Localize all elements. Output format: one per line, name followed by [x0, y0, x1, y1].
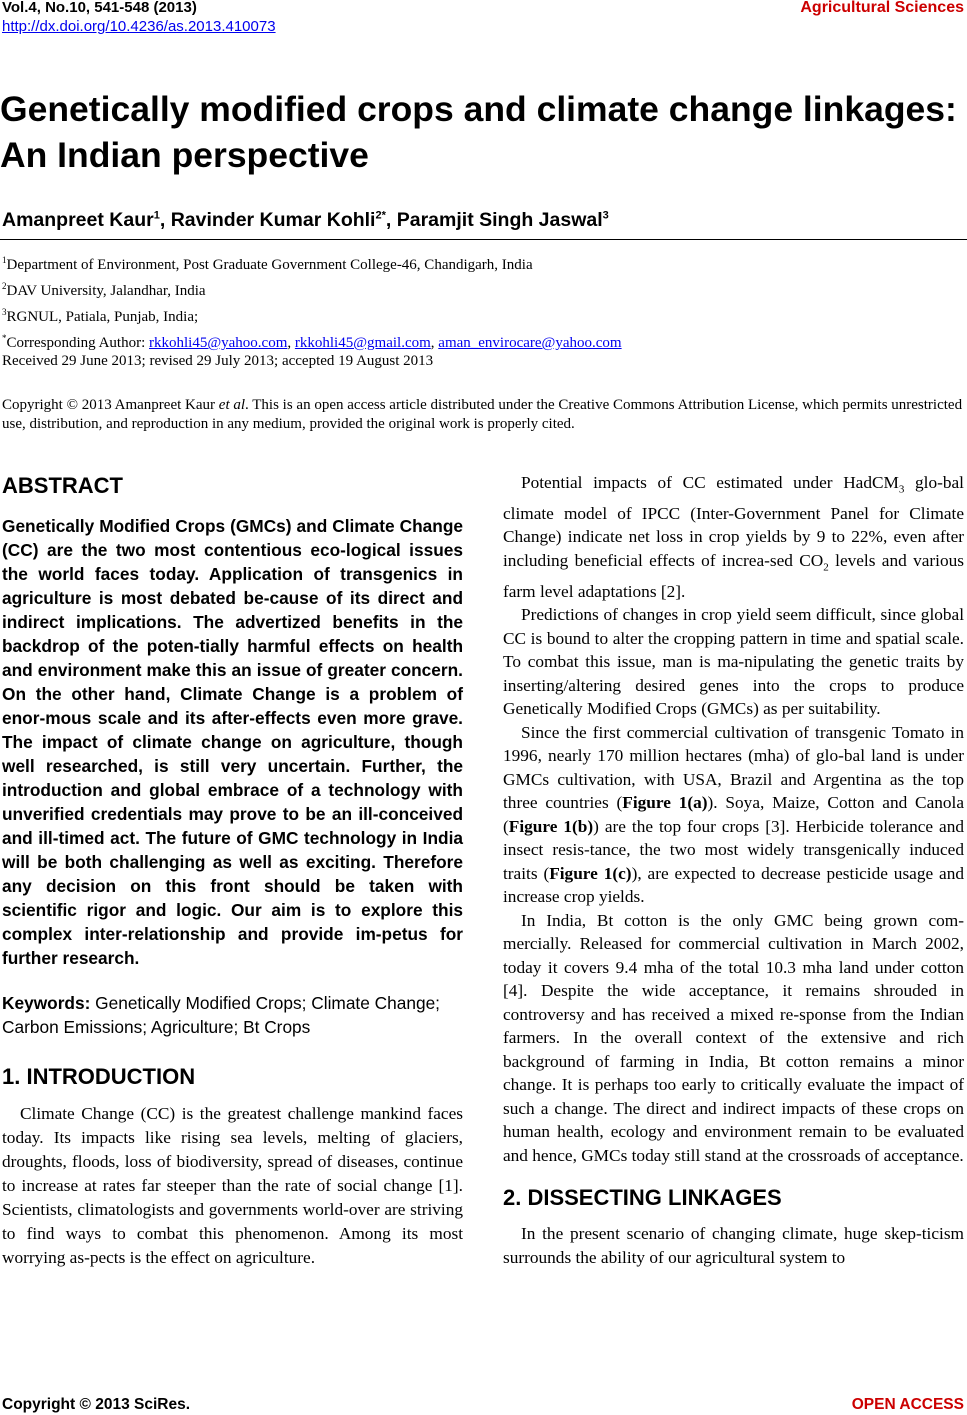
copyright-notice: Copyright © 2013 Amanpreet Kaur et al. This is an open access article distributed under the Creative Commons Attribution License, which permits unrestricted use, distribution, and reproduction in any medium, provided the original work is properly cited. — [2, 397, 963, 432]
footer-copyright: Copyright © 2013 SciRes. — [2, 1396, 191, 1413]
figure-ref[interactable]: Figure 1(b) — [508, 816, 594, 836]
corresponding-author: *Corresponding Author: rkkohli45@yahoo.com, rkkohli45@gmail.com, aman_envirocare@yahoo.com — [2, 333, 622, 351]
introduction-heading: 1. INTRODUCTION — [2, 1064, 196, 1089]
article-title: Genetically modified crops and climate change linkages: An Indian perspective — [0, 89, 957, 175]
author-name: Paramjit Singh Jaswal — [396, 209, 603, 231]
affiliation-line: $^3$RGNUL, Patiala, Punjab, India; — [2, 307, 199, 325]
left-column — [2, 471, 463, 1270]
email-link[interactable]: aman_envirocare@yahoo.com — [438, 335, 622, 351]
journal-name: Agricultural Sciences — [800, 0, 964, 16]
doi-link[interactable]: http://dx.doi.org/10.4236/as.2013.410073 — [2, 18, 276, 35]
received-dates: Received 29 June 2013; revised 29 July 2013; accepted 19 August 2013 — [2, 353, 434, 369]
keywords-list: Genetically Modified Crops; Climate Change; Carbon Emissions; Agriculture; Bt Crops — [2, 993, 440, 1037]
body-paragraph: In India, Bt cotton is the only GMC being grown com-mercially. Released for commercial cultivation in March 2002, today it covers 9.4 mha of the total 10.3 mha land under cotton [4]. Despite the wide acceptance, it remains shrouded in controversy and has received a mixed re-sponse from the Indian farmers. In the overall context of the extensive and rich background of farming in India, Bt cotton remains a minor change. It is perhaps too early to critically evaluate the impact of such a change. The direct and indirect impacts of these crops on human health, ecology and environment remain to be evaluated and hence, GMCs today still stand at the crossroads of acceptance. — [503, 910, 964, 1165]
body-paragraph: Since the first commercial cultivation of transgenic Tomato in 1996, nearly 170 million hectares (mha) of glo-bal land is under GMCs cultivation, with USA, Brazil and Argentina as the top three countries (Figure 1(a)). Soya, Maize, Cotton and Canola (Figure 1(b)) are the top four crops [3]. Herbicide tolerance and insect resis-tance, the two most widely transgenically induced traits (Figure 1(c)), are expected to decrease pesticide usage and increase crop yields. — [503, 722, 965, 907]
abstract-heading: ABSTRACT — [2, 473, 123, 498]
figure-ref[interactable]: Figure 1(c) — [549, 863, 632, 883]
affiliation-line: $^1$Department of Environment, Post Graduate Government College-46, Chandigarh, India — [2, 255, 533, 273]
body-paragraph: Predictions of changes in crop yield seem difficult, since global CC is bound to alter the cropping pattern in time and spatial scale. To combat this issue, man is ma-nipulating the genetic traits by inserting/altering desired genes into the crops to produce Genetically Modified Crops (GMCs) as per suitability. — [503, 605, 964, 719]
abstract-text: Genetically Modified Crops (GMCs) and Climate Change (CC) are the two most contentious eco-logical issues the world faces today. Application of transgenics in agriculture is most debated be-cause of its direct and indirect implications. The advertized benefits in the backdrop of the poten-tially harmful effects on health and environment make this an issue of greater concern. On the other hand, Climate Change is a problem of enor-mous scale and its after-effects even more grave. The impact of climate change on agriculture, though well researched, is still very uncertain. Further, the introduction and global embrace of a technology with unverified credentials may prove to be an ill-conceived and ill-timed act. The future of GMC technology in India will be both challenging as well as exciting. Therefore any decision on this front should be taken with scientific rigor and logic. Our aim is to explore this complex inter-relationship and provide im-petus for further research. — [2, 516, 463, 968]
author-name: Amanpreet Kaur — [2, 209, 154, 231]
author-sep: , — [385, 209, 397, 231]
email-link[interactable]: rkkohli45@gmail.com — [294, 335, 431, 351]
author-sup: 1 — [153, 209, 160, 222]
author-list — [2, 209, 609, 232]
right-column — [503, 471, 964, 1269]
affiliations — [2, 250, 622, 354]
section-heading: 2. DISSECTING LINKAGES — [503, 1185, 782, 1211]
affiliation-line: $^2$DAV University, Jalandhar, India — [2, 281, 206, 299]
author-sep: , — [159, 209, 171, 231]
body-paragraph: In the present scenario of changing climate, huge skep-ticism surrounds the ability of our agricultural system to — [503, 1224, 964, 1267]
introduction-paragraph: Climate Change (CC) is the greatest challenge mankind faces today. Its impacts like rising sea levels, melting of glaciers, droughts, floods, loss of biodiversity, spread of diseases, continue to increase at rates far steeper than the rate of social change [1]. Scientists, climatologists and governments world-over are striving to find ways to combat this phenomenon. Among its most worrying as-pects is the effect on agriculture. — [2, 1104, 463, 1267]
volume-info: Vol.4, No.10, 541-548 (2013) — [2, 0, 197, 16]
body-paragraph: Potential impacts of CC estimated under HadCM$_3$ glo-bal climate model of IPCC (Inter-Government Panel for Climate Change) indicate net loss in crop yields by 9 to 22%, even after including beneficial effects of increa-sed $CO_2$ levels and various farm level adaptations [2]. — [503, 473, 964, 601]
keywords-label: Keywords: — [2, 993, 91, 1013]
title-divider — [0, 239, 967, 240]
keywords — [2, 991, 463, 1039]
email-link[interactable]: rkkohli45@yahoo.com — [149, 335, 288, 351]
author-name: Ravinder Kumar Kohli — [170, 209, 376, 231]
figure-ref[interactable]: Figure 1(a) — [622, 793, 708, 813]
author-sup: 2* — [375, 209, 386, 222]
open-access-label: OPEN ACCESS — [851, 1396, 964, 1413]
author-sup: 3 — [602, 209, 609, 222]
